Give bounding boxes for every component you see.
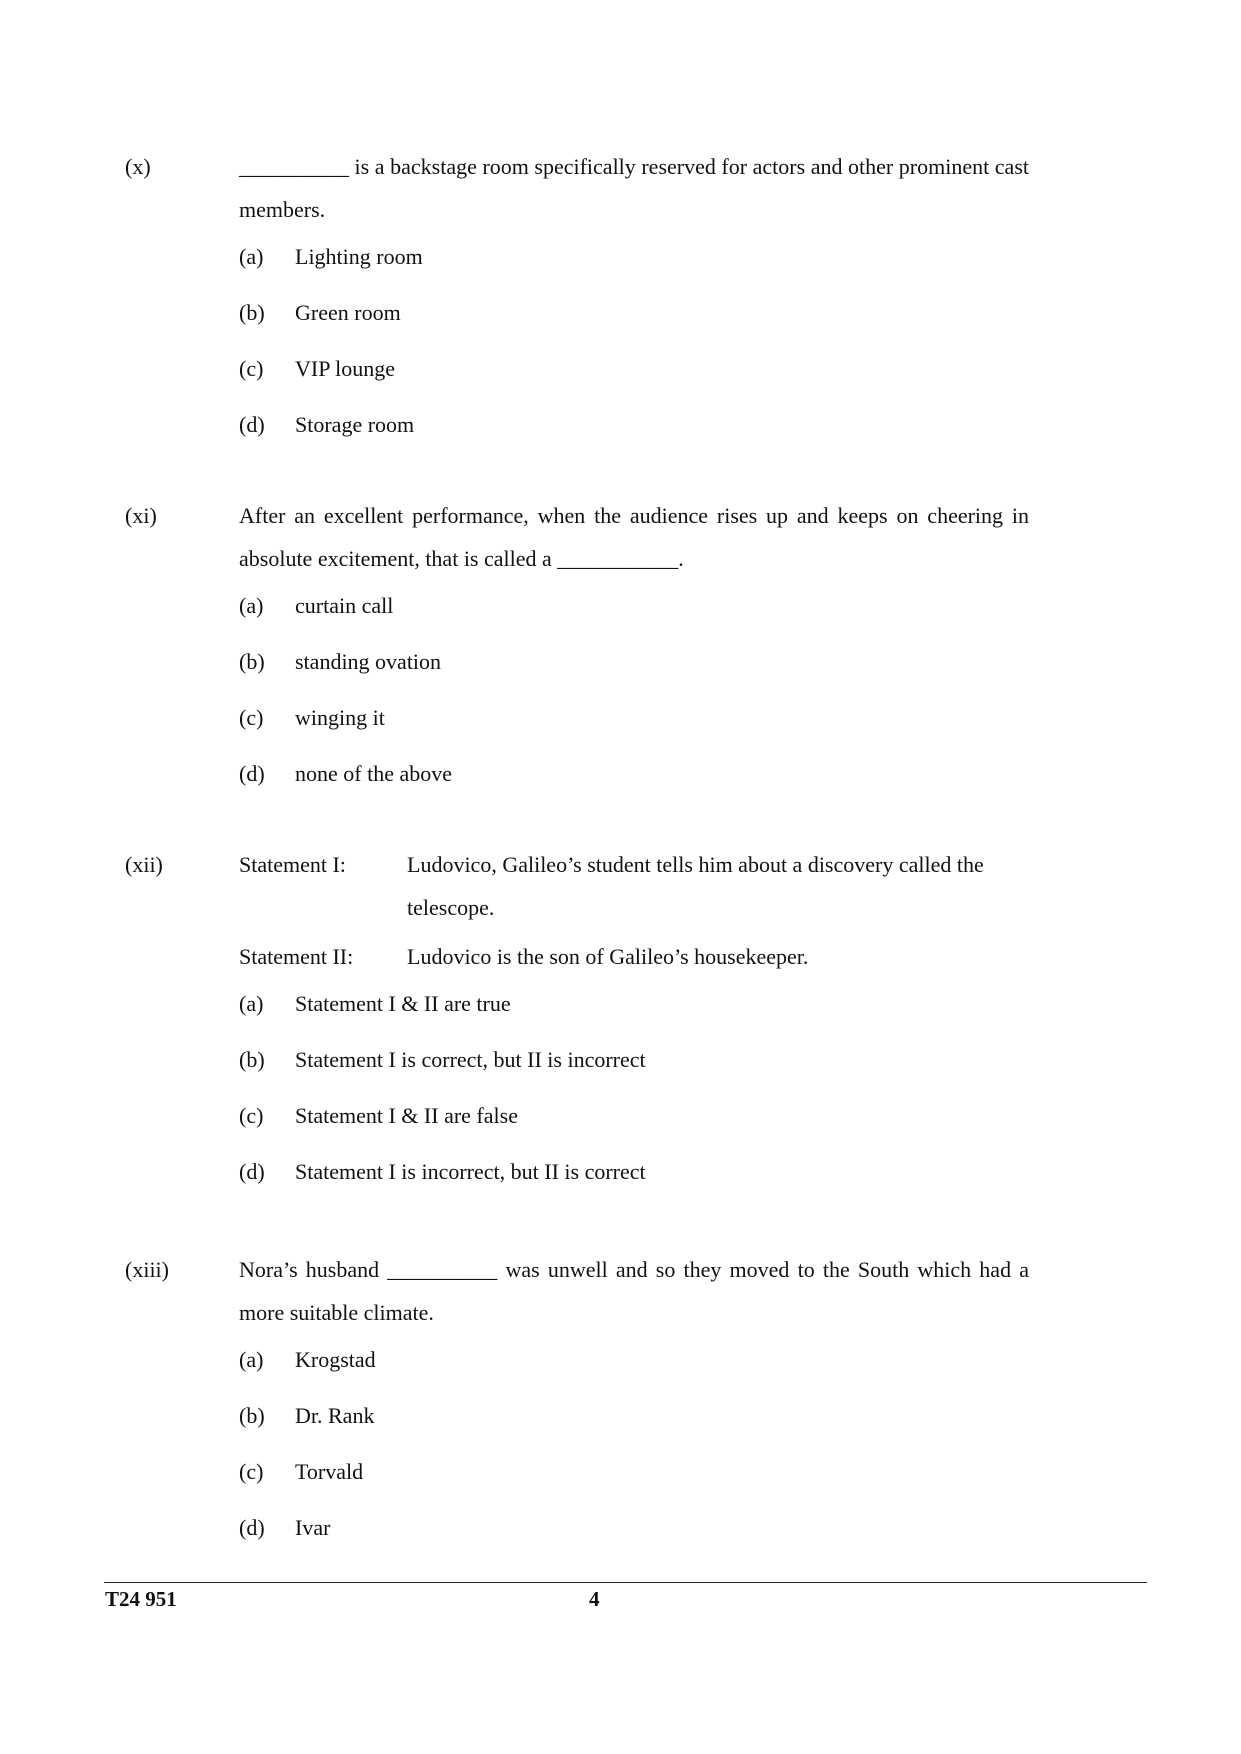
option-letter: (a) [239,1347,264,1372]
option-d [239,760,1055,816]
option-letter: (b) [239,1403,265,1428]
option-text: Storage room [295,412,415,437]
option-text: standing ovation [295,649,442,674]
option-c [239,1102,1055,1158]
option-text: VIP lounge [295,356,396,381]
option-a [239,1346,1055,1402]
footer-divider [104,1582,1147,1583]
option-text: winging it [295,705,385,730]
option-letter: (d) [239,761,265,786]
option-text: Statement I is correct, but II is incorrect [295,1047,646,1072]
statement-text: Ludovico, Galileo’s student tells him about a discovery called the telescope. [407,852,984,920]
option-letter: (c) [239,356,264,381]
options-list [239,1346,1055,1570]
option-letter: (a) [239,593,264,618]
option-text: Statement I is incorrect, but II is correct [295,1159,646,1184]
option-letter: (d) [239,412,265,437]
question-stem: Nora’s husband __________ was unwell and so they moved to the South which had a more suitable climate. [239,1257,1029,1325]
option-letter: (a) [239,244,264,269]
option-text: Dr. Rank [295,1403,375,1428]
option-letter: (b) [239,1047,265,1072]
statement-two [239,935,1055,978]
option-a [239,990,1055,1046]
option-b [239,299,1055,355]
question-body [239,145,1055,467]
option-text: Statement I & II are false [295,1103,518,1128]
option-text: none of the above [295,761,452,786]
options-list [239,243,1055,467]
option-b [239,1046,1055,1102]
option-a [239,592,1055,648]
option-text: Statement I & II are true [295,991,511,1016]
option-d [239,1158,1055,1214]
option-b [239,648,1055,704]
option-c [239,1458,1055,1514]
question-stem: __________ is a backstage room specifically reserved for actors and other prominent cast members. [239,154,1029,222]
question-body [239,1248,1055,1570]
option-letter: (c) [239,705,264,730]
option-b [239,1402,1055,1458]
option-d [239,411,1055,467]
statement-label: Statement II: [239,944,354,969]
option-text: Krogstad [295,1347,376,1372]
question-body [239,843,1055,1214]
option-letter: (d) [239,1159,265,1184]
statement-text: Ludovico is the son of Galileo’s housekeeper. [407,944,809,969]
option-letter: (c) [239,1459,264,1484]
option-text: Torvald [295,1459,364,1484]
question-stem: After an excellent performance, when the audience rises up and keeps on cheering in absolute excitement, that is called a ___________. [239,503,1029,571]
option-letter: (b) [239,300,265,325]
option-a [239,243,1055,299]
question-number: (x) [125,154,151,179]
statement-one [239,843,1055,929]
options-list [239,990,1055,1214]
option-text: curtain call [295,593,394,618]
option-letter: (d) [239,1515,265,1540]
statement-label: Statement I: [239,852,346,877]
question-body [239,494,1055,816]
option-c [239,355,1055,411]
question-number: (xii) [125,852,163,877]
paper-code: T24 951 [105,1587,177,1611]
option-letter: (a) [239,991,264,1016]
question-number: (xi) [125,503,157,528]
option-text: Green room [295,300,401,325]
page-number: 4 [589,1587,600,1611]
question-number: (xiii) [125,1257,169,1282]
option-text: Lighting room [295,244,423,269]
option-d [239,1514,1055,1570]
options-list [239,592,1055,816]
option-letter: (b) [239,649,265,674]
option-text: Ivar [295,1515,331,1540]
option-letter: (c) [239,1103,264,1128]
option-c [239,704,1055,760]
